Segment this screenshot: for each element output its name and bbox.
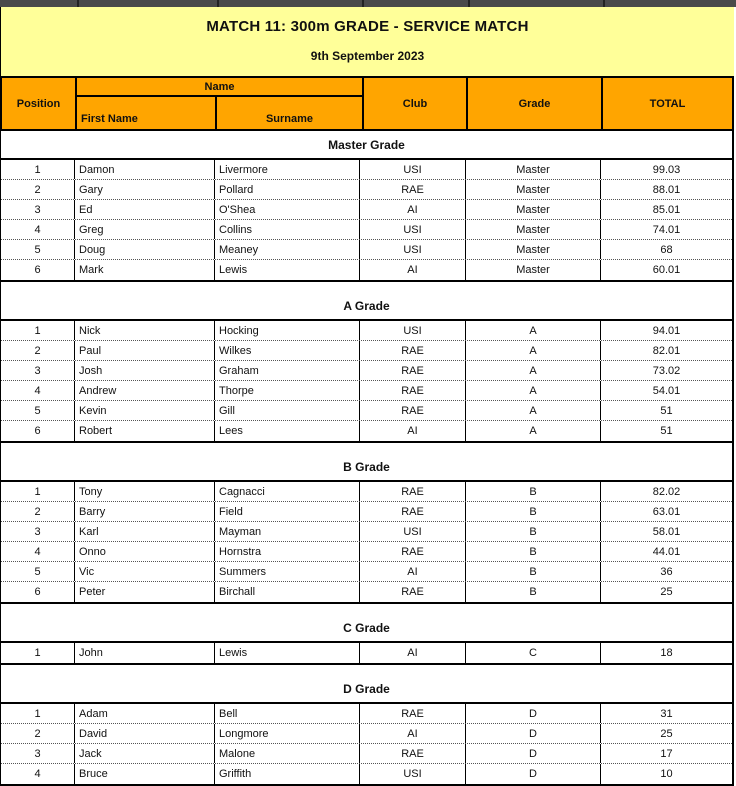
total-cell: 88.01 [652,183,681,196]
total-cell: 68 [660,243,673,256]
total-cell: 73.02 [652,364,681,377]
grade-cell: D [466,704,601,723]
club-cell: AI [360,421,466,441]
grade-cell: A [466,421,601,441]
club-cell: USI [360,522,466,541]
surname-cell: Summers [215,562,360,581]
total-cell: 18 [660,647,673,659]
table-row [1,341,732,361]
table-row [1,220,732,240]
position-cell: 6 [1,260,75,280]
position-cell: 3 [1,744,75,763]
first-name-cell: Paul [75,341,215,360]
surname-cell: Livermore [215,160,360,179]
surname-cell: Cagnacci [215,482,360,501]
total-cell: 25 [660,727,673,740]
position-cell: 3 [1,200,75,219]
table-row [1,180,732,200]
header-surname: Surname [265,113,314,125]
club-cell: RAE [360,704,466,723]
club-cell: AI [360,562,466,581]
surname-cell: Meaney [215,240,360,259]
table-row [1,381,732,401]
header-first-name: First Name [77,97,217,129]
grade-cell: D [466,724,601,743]
surname-cell: Lewis [215,643,360,663]
grade-cell: A [466,401,601,420]
column-tick [362,0,364,7]
total-cell: 36 [660,565,673,578]
grade-cell: Master [466,220,601,239]
table-row [1,744,732,764]
grade-cell: B [466,562,601,581]
grade-cell: Master [466,260,601,280]
position-cell: 1 [1,321,75,340]
position-cell: 5 [1,401,75,420]
first-name-cell: Tony [75,482,215,501]
club-cell: RAE [360,180,466,199]
table-row [1,200,732,220]
section-rows [0,482,734,604]
position-cell: 3 [1,361,75,380]
total-cell: 51 [660,404,673,417]
club-cell: RAE [360,542,466,561]
table-row [1,401,732,421]
total-cell: 44.01 [652,545,681,558]
section-spacer [0,282,734,292]
position-cell: 6 [1,582,75,602]
first-name-cell: Doug [75,240,215,259]
surname-cell: Collins [215,220,360,239]
table-row [1,482,732,502]
club-cell: USI [360,160,466,179]
position-cell: 5 [1,240,75,259]
total-cell: 54.01 [652,384,681,397]
position-cell: 4 [1,542,75,561]
top-gridline-strip [0,0,736,7]
grade-cell: Master [466,180,601,199]
table-row [1,240,732,260]
title-band [0,7,734,76]
surname-cell: Lewis [215,260,360,280]
grade-cell: A [466,361,601,380]
surname-cell: Bell [215,704,360,723]
club-cell: RAE [360,401,466,420]
club-cell: RAE [360,744,466,763]
header-club: Club [362,78,468,129]
section-heading: D Grade [0,675,734,704]
first-name-cell: Ed [75,200,215,219]
grade-cell: B [466,522,601,541]
club-cell: RAE [360,361,466,380]
first-name-cell: John [75,643,215,663]
club-cell: RAE [360,341,466,360]
position-cell: 2 [1,180,75,199]
grade-cell: B [466,582,601,602]
surname-cell: Gill [215,401,360,420]
first-name-cell: Adam [75,704,215,723]
section-heading: B Grade [0,453,734,482]
surname-cell: Longmore [215,724,360,743]
surname-cell: Griffith [215,764,360,784]
header-total: TOTAL [649,97,686,110]
grade-cell: B [466,542,601,561]
sections [0,131,734,786]
first-name-cell: Greg [75,220,215,239]
section-heading: C Grade [0,614,734,643]
surname-cell: Thorpe [215,381,360,400]
section-rows [0,704,734,786]
header-name-group: Name [77,78,362,97]
club-cell: USI [360,240,466,259]
first-name-cell: Damon [75,160,215,179]
table-row [1,724,732,744]
total-cell: 82.01 [652,344,681,357]
club-cell: AI [360,724,466,743]
table-row [1,160,732,180]
surname-cell: Lees [215,421,360,441]
total-cell: 74.01 [652,223,681,236]
column-tick [603,0,605,7]
club-cell: USI [360,220,466,239]
club-cell: USI [360,321,466,340]
position-cell: 1 [1,482,75,501]
total-cell: 99.03 [652,163,681,176]
first-name-cell: Jack [75,744,215,763]
grade-cell: B [466,502,601,521]
match-date: 9th September 2023 [310,49,425,63]
surname-cell: Hornstra [215,542,360,561]
club-cell: USI [360,764,466,784]
total-cell: 63.01 [652,505,681,518]
total-cell: 25 [660,586,673,598]
column-tick [77,0,79,7]
section-rows [0,321,734,443]
grade-cell: A [466,341,601,360]
table-row [1,764,732,784]
total-cell: 10 [660,768,673,780]
table-row [1,321,732,341]
grade-section [0,453,734,604]
club-cell: RAE [360,482,466,501]
position-cell: 1 [1,160,75,179]
first-name-cell: Kevin [75,401,215,420]
section-rows [0,643,734,665]
column-tick [468,0,470,7]
grade-cell: A [466,381,601,400]
club-cell: RAE [360,502,466,521]
section-spacer [0,665,734,675]
total-cell: 85.01 [652,203,681,216]
surname-cell: Graham [215,361,360,380]
first-name-cell: Peter [75,582,215,602]
first-name-cell: Josh [75,361,215,380]
table-row [1,542,732,562]
table-row [1,643,732,663]
position-cell: 4 [1,381,75,400]
header-grade: Grade [468,78,603,129]
surname-cell: O'Shea [215,200,360,219]
first-name-cell: Nick [75,321,215,340]
surname-cell: Field [215,502,360,521]
section-heading: A Grade [0,292,734,321]
position-cell: 4 [1,764,75,784]
page-title: MATCH 11: 300m GRADE - SERVICE MATCH [206,18,529,35]
grade-cell: B [466,482,601,501]
first-name-cell: Mark [75,260,215,280]
section-spacer [0,443,734,453]
club-cell: AI [360,200,466,219]
grade-cell: Master [466,160,601,179]
surname-cell: Wilkes [215,341,360,360]
grade-cell: Master [466,240,601,259]
club-cell: AI [360,643,466,663]
first-name-cell: Bruce [75,764,215,784]
table-row [1,502,732,522]
first-name-cell: Karl [75,522,215,541]
position-cell: 1 [1,704,75,723]
table-row [1,522,732,542]
position-cell: 3 [1,522,75,541]
grade-section [0,292,734,443]
position-cell: 2 [1,502,75,521]
table-row [1,361,732,381]
first-name-cell: Barry [75,502,215,521]
surname-cell: Birchall [215,582,360,602]
grade-cell: Master [466,200,601,219]
header-position: Position [2,78,77,129]
table-row [1,704,732,724]
club-cell: AI [360,260,466,280]
club-cell: RAE [360,381,466,400]
surname-cell: Malone [215,744,360,763]
table-row [1,260,732,280]
grade-section [0,675,734,786]
surname-cell: Mayman [215,522,360,541]
grade-cell: A [466,321,601,340]
grade-cell: C [466,643,601,663]
table-row [1,562,732,582]
position-cell: 2 [1,341,75,360]
grade-cell: D [466,744,601,763]
first-name-cell: Andrew [75,381,215,400]
surname-cell: Hocking [215,321,360,340]
grade-cell: D [466,764,601,784]
club-cell: RAE [360,582,466,602]
position-cell: 4 [1,220,75,239]
total-cell: 82.02 [652,485,681,498]
column-header-row [0,76,734,131]
section-rows [0,160,734,282]
total-cell: 58.01 [652,525,681,538]
first-name-cell: Robert [75,421,215,441]
grade-section [0,614,734,665]
position-cell: 2 [1,724,75,743]
total-cell: 51 [660,425,673,437]
table-row [1,421,732,441]
table-row [1,582,732,602]
first-name-cell: Gary [75,180,215,199]
position-cell: 5 [1,562,75,581]
first-name-cell: David [75,724,215,743]
position-cell: 1 [1,643,75,663]
position-cell: 6 [1,421,75,441]
first-name-cell: Onno [75,542,215,561]
grade-section [0,131,734,282]
total-cell: 94.01 [652,324,681,337]
column-tick [217,0,219,7]
total-cell: 17 [660,747,673,760]
total-cell: 60.01 [652,264,681,276]
surname-cell: Pollard [215,180,360,199]
first-name-cell: Vic [75,562,215,581]
total-cell: 31 [660,707,673,720]
section-spacer [0,604,734,614]
section-heading: Master Grade [0,131,734,160]
